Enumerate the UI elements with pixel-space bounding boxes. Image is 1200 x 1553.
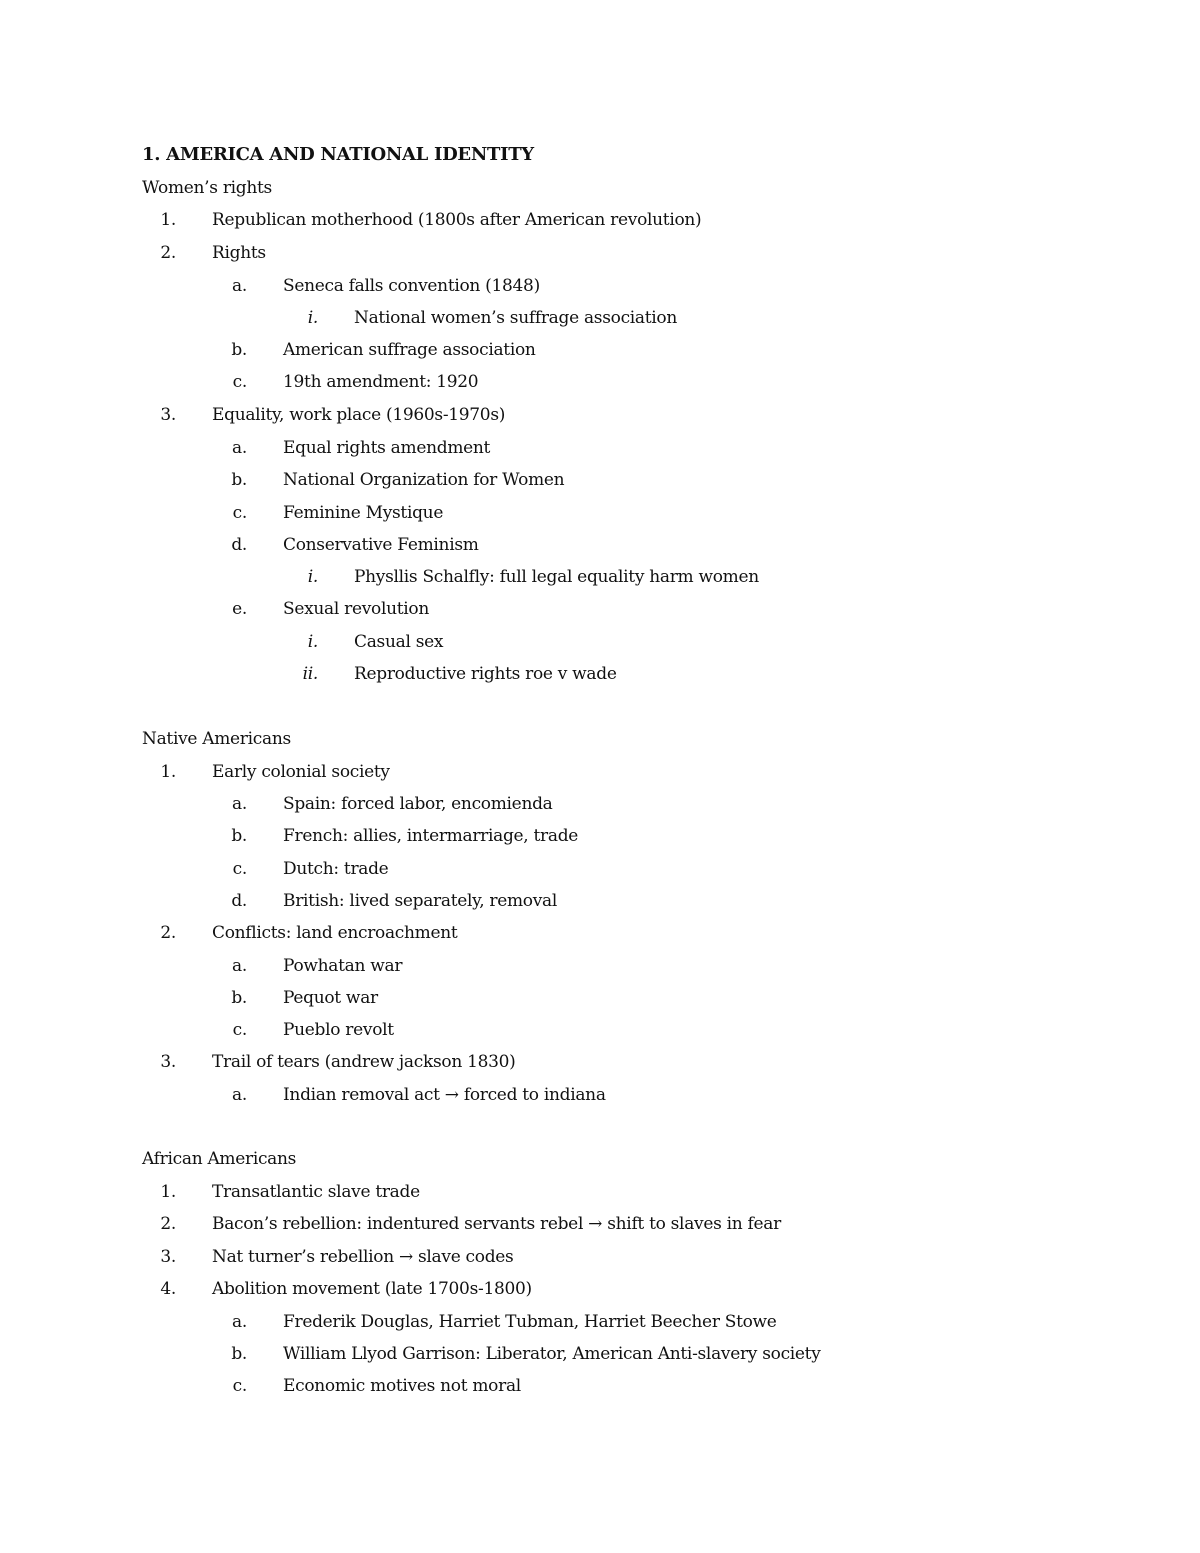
list-marker: b. [231,988,247,1008]
list-item-text: Equality, work place (1960s-1970s) [212,405,506,425]
list-item [213,793,553,815]
list-item-text: Transatlantic slave trade [212,1182,420,1202]
list-item [213,339,536,361]
list-item [142,1278,532,1300]
list-item [213,275,540,297]
list-item-text: 19th amendment: 1920 [283,372,479,392]
list-marker: c. [232,1020,247,1040]
list-marker: 2. [160,923,176,943]
list-item-text: Economic motives not moral [283,1376,521,1396]
list-item [142,761,390,783]
list-item-text: Nat turner’s rebellion → slave codes [212,1247,514,1267]
list-item [142,404,505,426]
list-marker: b. [231,826,247,846]
list-item [142,209,701,231]
list-marker: c. [232,503,247,523]
list-item [284,631,443,653]
list-item-text: Physllis Schalfly: full legal equality harm women [354,567,759,587]
list-item-text: Abolition movement (late 1700s-1800) [212,1279,532,1299]
list-item-text: Dutch: trade [283,859,389,879]
list-item-text: Casual sex [354,632,444,652]
list-item-text: National women’s suffrage association [354,308,678,328]
list-item-text: Reproductive rights roe v wade [354,664,617,684]
list-marker: 1. [160,1182,176,1202]
list-item-text: Powhatan war [283,956,403,976]
list-item-text: Early colonial society [212,762,390,782]
list-item [213,987,378,1009]
list-item [213,502,443,524]
list-marker: 3. [160,405,176,425]
list-item-text: Trail of tears (andrew jackson 1830) [212,1052,516,1072]
list-item [213,1375,521,1397]
list-item [213,955,402,977]
list-item [284,307,677,329]
list-marker: b. [231,1344,247,1364]
list-item-text: Bacon’s rebellion: indentured servants rebel → shift to slaves in fear [212,1214,781,1234]
list-item-text: Frederik Douglas, Harriet Tubman, Harriet Beecher Stowe [283,1312,777,1332]
list-marker: c. [232,1376,247,1396]
section-heading: Women’s rights [142,178,272,198]
list-item-text: Feminine Mystique [283,503,444,523]
list-marker: c. [232,859,247,879]
list-item [213,534,479,556]
list-item-text: William Llyod Garrison: Liberator, American Anti-slavery society [283,1344,821,1364]
list-item-text: American suffrage association [283,340,536,360]
list-item [284,566,759,588]
list-item [142,1213,781,1235]
list-marker: a. [232,438,247,458]
list-item-text: French: allies, intermarriage, trade [283,826,579,846]
list-item-text: Seneca falls convention (1848) [283,276,540,296]
list-item-text: Conflicts: land encroachment [212,923,458,943]
list-marker: e. [232,599,247,619]
list-marker: d. [231,535,247,555]
list-item-text: Spain: forced labor, encomienda [283,794,553,814]
document-title: 1. AMERICA AND NATIONAL IDENTITY [142,144,534,165]
list-marker: 1. [160,762,176,782]
list-marker: b. [231,340,247,360]
list-marker: ii. [302,664,318,684]
list-marker: 2. [160,243,176,263]
list-marker: d. [231,891,247,911]
list-item [142,1246,513,1268]
list-item [213,858,388,880]
list-marker: c. [232,372,247,392]
list-item [213,825,578,847]
list-marker: a. [232,1085,247,1105]
list-marker: 3. [160,1052,176,1072]
list-item-text: Pueblo revolt [283,1020,394,1040]
list-marker: a. [232,276,247,296]
section-heading: Native Americans [142,729,291,749]
list-item [142,1181,420,1203]
list-item [142,242,266,264]
list-item [213,1019,394,1041]
list-item-text: Rights [212,243,266,263]
list-marker: i. [307,308,318,328]
list-marker: a. [232,956,247,976]
list-marker: 2. [160,1214,176,1234]
list-item [142,1051,515,1073]
list-item-text: National Organization for Women [283,470,565,490]
list-marker: i. [307,632,318,652]
list-marker: a. [232,1312,247,1332]
list-marker: 4. [160,1279,176,1299]
list-item [213,1084,606,1106]
list-item-text: Sexual revolution [283,599,429,619]
list-item-text: Republican motherhood (1800s after American revolution) [212,210,702,230]
list-item [213,469,564,491]
list-item-text: British: lived separately, removal [283,891,558,911]
list-item [213,371,478,393]
section-heading: African Americans [142,1149,297,1169]
list-item [142,922,457,944]
list-marker: a. [232,794,247,814]
list-item [213,890,557,912]
list-marker: 3. [160,1247,176,1267]
list-item-text: Indian removal act → forced to indiana [283,1085,606,1105]
list-item [213,437,490,459]
list-marker: b. [231,470,247,490]
list-item-text: Conservative Feminism [283,535,479,555]
list-item [213,1343,821,1365]
list-item [284,663,617,685]
list-item-text: Pequot war [283,988,378,1008]
list-item [213,1311,777,1333]
list-item [213,598,429,620]
list-marker: i. [307,567,318,587]
list-item-text: Equal rights amendment [283,438,491,458]
list-marker: 1. [160,210,176,230]
